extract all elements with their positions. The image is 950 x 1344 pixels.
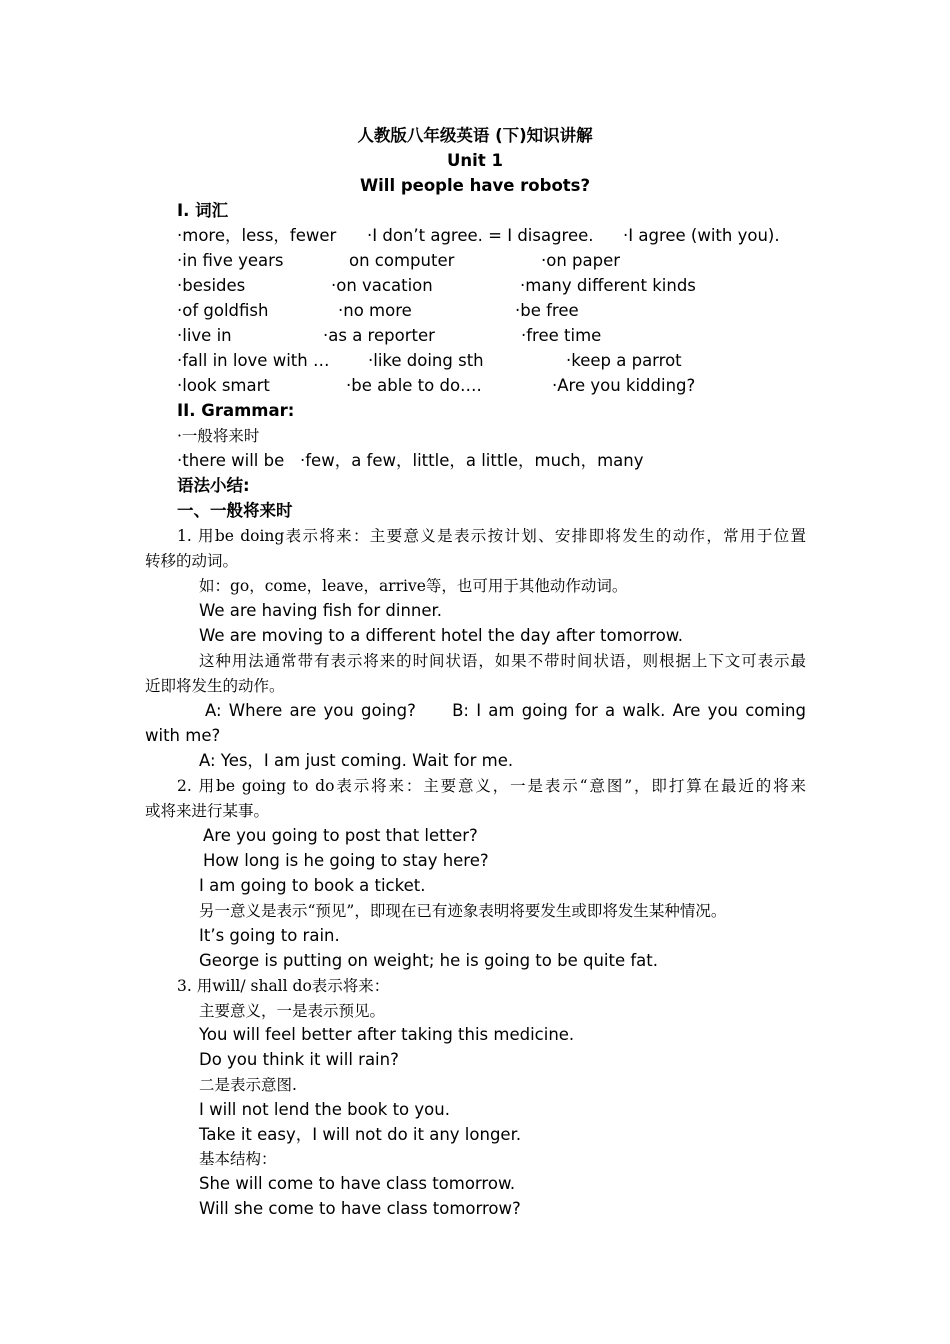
grammar-item: ·一般将来时 [177,427,260,445]
vocab-item: ·besides [177,276,246,295]
paragraph-line: 主要意义，一是表示预见。 [199,1002,386,1020]
dialogue-line: with me? [145,726,221,745]
paragraph-line: 另一意义是表示“预见”，即现在已有迹象表明将要发生或即将发生某种情况。 [199,902,727,920]
paragraph-line: 近即将发生的动作。 [145,677,285,695]
example-sentence: We are moving to a different hotel the day after tomorrow. [199,626,684,645]
grammar-heading: II. Grammar: [177,401,295,420]
vocab-item: on computer [349,251,455,270]
dialogue-line: A: Where are you going? B: I am going for a walk. Are you coming [205,701,806,720]
unit-title: Unit 1 [447,151,503,170]
example-sentence: How long is he going to stay here? [203,851,489,870]
vocab-item: ·on paper [541,251,621,270]
paragraph-line: 基本结构： [199,1150,277,1168]
paragraph-line: 2. 用be going to do表示将来：主要意义，一是表示“意图”，即打算在最近的将来 [177,777,806,795]
example-sentence: It’s going to rain. [199,926,340,945]
vocab-item: ·look smart [177,376,270,395]
vocab-heading: I. 词汇 [177,201,229,220]
vocab-item: ·be able to do…. [346,376,482,395]
paragraph-line: 如：go，come，leave，arrive等，也可用于其他动作动词。 [199,577,628,595]
vocab-item: ·in five years [177,251,284,270]
example-sentence: Will she come to have class tomorrow? [199,1199,521,1218]
section-heading: 一、一般将来时 [177,501,293,520]
vocab-item: ·more，less，fewer [177,226,337,245]
doc-title: 人教版八年级英语 (下)知识讲解 [357,126,593,145]
example-sentence: I will not lend the book to you. [199,1100,450,1119]
vocab-item: ·I agree (with you). [623,226,780,245]
vocab-item: ·Are you kidding? [552,376,696,395]
vocab-item: ·like doing sth [368,351,484,370]
vocab-item: ·no more [338,301,412,320]
vocab-item: ·I don’t agree. = I disagree. [367,226,594,245]
example-sentence: We are having fish for dinner. [199,601,443,620]
vocab-item: ·free time [521,326,602,345]
vocab-item: ·on vacation [331,276,433,295]
paragraph-line: 二是表示意图. [199,1076,297,1094]
example-sentence: Take it easy，I will not do it any longer. [199,1125,522,1144]
vocab-item: ·be free [515,301,579,320]
vocab-item: ·many different kinds [520,276,696,295]
vocab-item: ·keep a parrot [566,351,682,370]
vocab-item: ·live in [177,326,232,345]
summary-heading: 语法小结: [177,476,250,495]
example-sentence: Are you going to post that letter? [203,826,478,845]
dialogue-line: A: Yes，I am just coming. Wait for me. [199,751,514,770]
example-sentence: George is putting on weight; he is going to be quite fat. [199,951,658,970]
example-sentence: You will feel better after taking this medicine. [199,1025,575,1044]
paragraph-line: 1. 用be doing表示将来：主要意义是表示按计划、安排即将发生的动作，常用于位置 [177,527,806,545]
example-sentence: She will come to have class tomorrow. [199,1174,516,1193]
paragraph-line: 转移的动词。 [145,552,239,570]
paragraph-line: 3. 用will/ shall do表示将来： [177,977,390,995]
example-sentence: Do you think it will rain? [199,1050,399,1069]
vocab-item: ·as a reporter [323,326,435,345]
unit-question: Will people have robots? [359,176,591,195]
example-sentence: I am going to book a ticket. [199,876,426,895]
paragraph-line: 这种用法通常带有表示将来的时间状语，如果不带时间状语，则根据上下文可表示最 [199,652,806,670]
vocab-item: ·of goldfish [177,301,269,320]
paragraph-line: 或将来进行某事。 [145,802,270,820]
grammar-item: ·there will be ·few，a few，little，a little，much，many [177,451,644,470]
vocab-item: ·fall in love with … [177,351,330,370]
